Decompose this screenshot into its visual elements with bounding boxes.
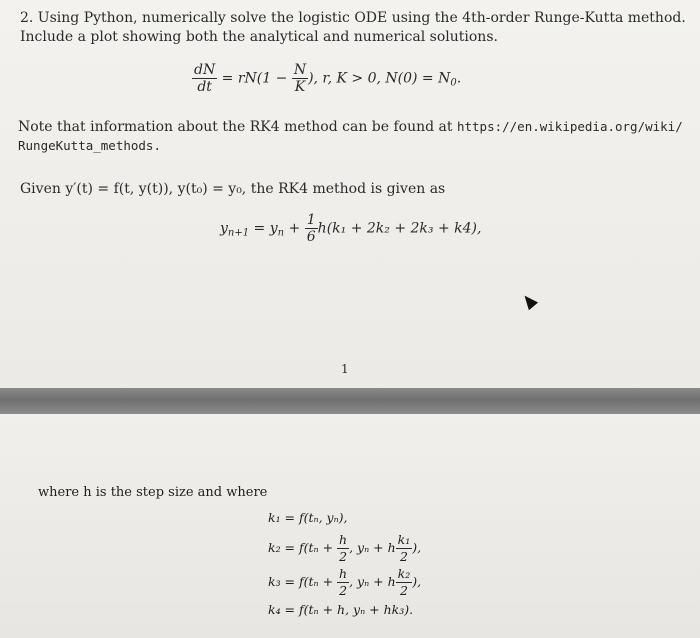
k2-mid: , yₙ + h (349, 540, 396, 555)
page-number: 1 (341, 362, 349, 376)
k3-k-num: k₂ (397, 566, 411, 581)
derivative-fraction (192, 62, 217, 95)
k3-h-den: 2 (339, 583, 348, 598)
page-bottom (0, 414, 700, 638)
k2-equation (268, 532, 421, 565)
n-over-k-numerator: N (293, 62, 307, 78)
k4-equation: k₄ = f(tₙ + h, yₙ + hk₃). (268, 602, 414, 617)
logistic-ode (192, 62, 461, 95)
where-statement: where h is the step size and where (38, 485, 268, 500)
problem-line-1: 2. Using Python, numerically solve the logistic ODE using the 4th-order Runge-Kutta method. (20, 10, 686, 26)
k3-k2-half (396, 566, 413, 599)
rk4-lhs-subscript: n+1 (227, 227, 250, 239)
k2-end: ), (412, 540, 422, 555)
page-break-divider (0, 388, 700, 414)
ode-rhs-start: = rN(1 − (221, 70, 288, 87)
k2-k-num: k₁ (397, 532, 411, 547)
rk4-plus: + (284, 220, 305, 237)
k2-k1-half (396, 532, 413, 565)
note-line-2[interactable]: RungeKutta_methods. (18, 138, 161, 153)
one-sixth-fraction (305, 212, 318, 245)
derivative-numerator: dN (194, 62, 216, 78)
k3-h-half (337, 566, 349, 599)
one-sixth-denominator: 6 (306, 229, 316, 245)
k2-h-half (337, 532, 349, 565)
given-statement: Given y′(t) = f(t, y(t)), y(t₀) = y₀, the RK4 method is given as (20, 181, 446, 197)
initial-subscript: 0 (450, 77, 457, 89)
k1-equation: k₁ = f(tₙ, yₙ), (268, 510, 348, 525)
rk4-rest: h(k₁ + 2k₂ + 2k₃ + k4), (317, 220, 482, 237)
k3-k-den: 2 (399, 583, 408, 598)
k3-mid: , yₙ + h (349, 574, 396, 589)
mouse-pointer-icon (520, 292, 538, 310)
rk4-mid-subscript: n (277, 227, 285, 239)
k2-k-den: 2 (399, 549, 408, 564)
n-over-k-fraction (292, 62, 308, 95)
rk4-formula (220, 212, 481, 245)
k2-h-num: h (339, 532, 348, 547)
wikipedia-link[interactable]: https://en.wikipedia.org/wiki/ (456, 119, 683, 134)
k3-start: k₃ = f(tₙ + (268, 574, 334, 589)
ode-conditions: ), r, K > 0, N(0) = N (308, 70, 451, 87)
k2-h-den: 2 (339, 549, 348, 564)
rk4-lhs: y (220, 220, 228, 237)
note-text: Note that information about the RK4 method can be found at (18, 119, 457, 135)
derivative-denominator: dt (197, 79, 212, 95)
n-over-k-denominator: K (294, 79, 306, 95)
rk4-mid: = y (249, 220, 278, 237)
k3-end: ), (412, 574, 422, 589)
k3-equation (268, 566, 421, 599)
ode-end: . (456, 70, 462, 87)
note-line-1 (18, 118, 683, 136)
one-sixth-numerator: 1 (306, 212, 316, 228)
k3-h-num: h (339, 566, 348, 581)
problem-line-2: Include a plot showing both the analytical and numerical solutions. (20, 29, 498, 45)
k2-start: k₂ = f(tₙ + (268, 540, 334, 555)
